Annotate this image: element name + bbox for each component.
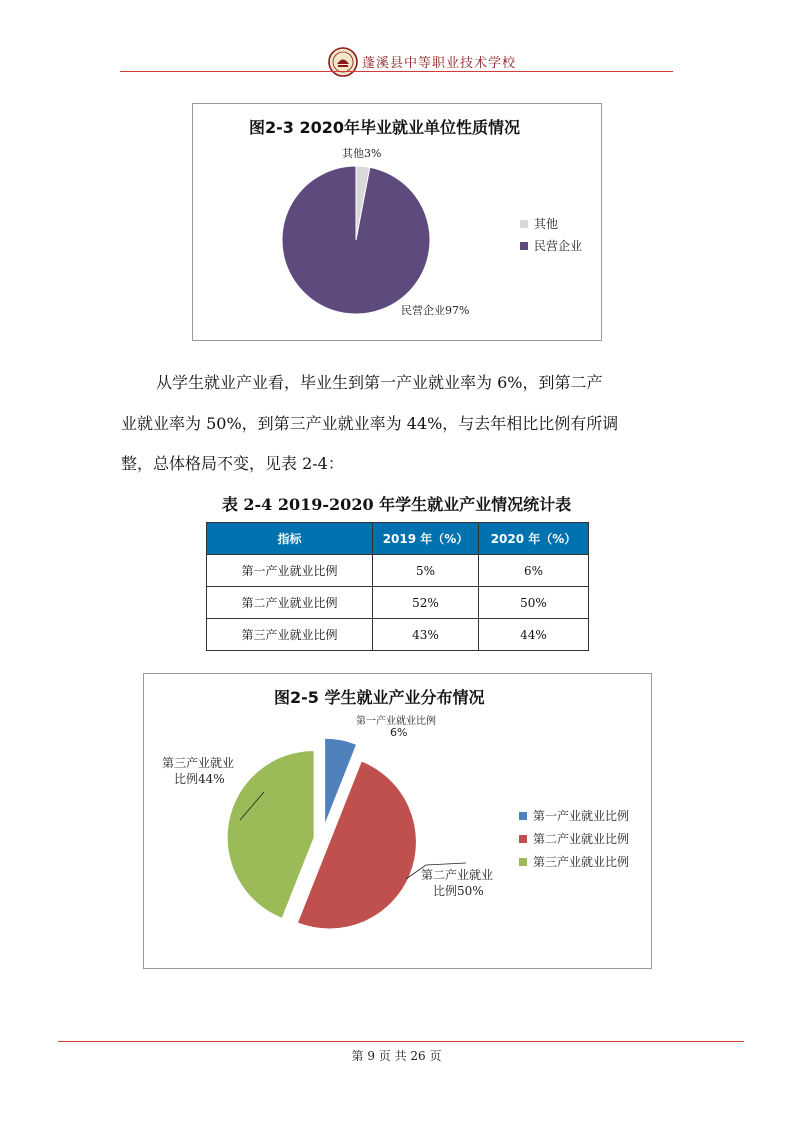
legend-item-first bbox=[519, 807, 629, 824]
table-row bbox=[207, 587, 589, 619]
slice-label-first-name: 第一产业就业比例 bbox=[356, 716, 436, 727]
table-cell: 52% bbox=[373, 587, 479, 619]
paragraph-line-2: 业就业率为 50%，到第三产业就业率为 44%，与去年相比比例有所调 bbox=[121, 414, 619, 433]
pie-slice-private-enterprise bbox=[282, 166, 430, 314]
paragraph-line-1: 从学生就业产业看，毕业生到第一产业就业率为 6%，到第二产 bbox=[156, 373, 603, 392]
footer-divider bbox=[58, 1041, 744, 1042]
table-cell: 5% bbox=[373, 555, 479, 587]
legend-swatch bbox=[520, 220, 528, 228]
paragraph-line-3: 整，总体格局不变，见表 2-4： bbox=[121, 454, 344, 473]
table-row bbox=[207, 619, 589, 651]
slice-label-first-value: 6% bbox=[390, 726, 408, 739]
table-cell: 6% bbox=[479, 555, 589, 587]
table-cell: 第一产业就业比例 bbox=[207, 555, 373, 587]
header-cell: 2020 年（%） bbox=[479, 523, 589, 555]
legend-item-other bbox=[520, 215, 582, 232]
table-cell: 第三产业就业比例 bbox=[207, 619, 373, 651]
table-cell: 第二产业就业比例 bbox=[207, 587, 373, 619]
slice-label-second-line2: 比例50% bbox=[433, 884, 484, 898]
legend-swatch bbox=[520, 242, 528, 250]
table-row bbox=[207, 555, 589, 587]
legend-label: 民营企业 bbox=[534, 239, 583, 253]
slice-label-third-line2: 比例44% bbox=[174, 772, 225, 786]
pie-slice-third-industry bbox=[227, 751, 314, 919]
legend-swatch bbox=[519, 858, 527, 866]
header-cell: 2019 年（%） bbox=[373, 523, 479, 555]
school-name: 蓬溪县中等职业技术学校 bbox=[362, 56, 517, 71]
chart-legend bbox=[520, 215, 582, 254]
legend-item-second bbox=[519, 830, 629, 847]
page-number: 第 9 页 共 26 页 bbox=[351, 1049, 442, 1063]
table-cell: 44% bbox=[479, 619, 589, 651]
slice-label-third-line1: 第三产业就业 bbox=[162, 756, 235, 770]
chart-title: 图2-3 2020年毕业就业单位性质情况 bbox=[249, 118, 521, 137]
table-caption: 表 2-4 2019-2020 年学生就业产业情况统计表 bbox=[221, 495, 572, 514]
chart-employer-type bbox=[192, 103, 602, 341]
header-divider bbox=[120, 71, 673, 72]
legend-item-third bbox=[519, 853, 629, 870]
legend-swatch bbox=[519, 835, 527, 843]
pie-slice-second-industry bbox=[297, 761, 416, 929]
legend-swatch bbox=[519, 812, 527, 820]
employment-table bbox=[206, 522, 589, 651]
header-cell: 指标 bbox=[207, 523, 373, 555]
table-header-row bbox=[207, 523, 589, 555]
table-cell: 50% bbox=[479, 587, 589, 619]
legend-label: 第三产业就业比例 bbox=[533, 855, 630, 869]
slice-label-other: 其他3% bbox=[342, 147, 382, 160]
chart-title: 图2-5 学生就业产业分布情况 bbox=[274, 688, 485, 707]
legend-label: 第一产业就业比例 bbox=[533, 809, 630, 823]
table-cell: 43% bbox=[373, 619, 479, 651]
legend-label: 第二产业就业比例 bbox=[533, 832, 630, 846]
legend-label: 其他 bbox=[534, 217, 559, 231]
legend-item-private bbox=[520, 237, 582, 254]
chart-legend bbox=[519, 807, 629, 870]
slice-label-second-line1: 第二产业就业 bbox=[421, 868, 494, 882]
slice-label-private: 民营企业97% bbox=[401, 304, 470, 317]
school-seal-icon bbox=[328, 47, 358, 77]
chart-industry-distribution bbox=[143, 673, 652, 969]
